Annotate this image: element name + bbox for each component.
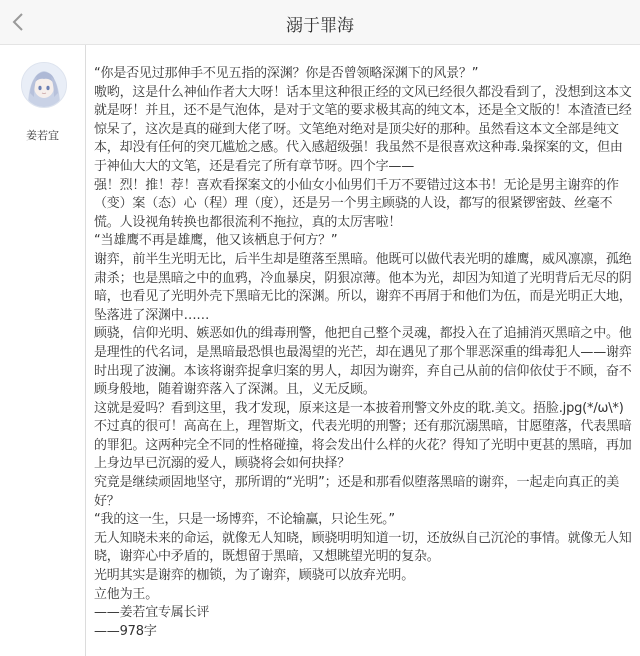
top-nav-bar	[0, 0, 640, 45]
review-word-count: ——978字	[94, 623, 157, 639]
review-paragraph: 立他为王。	[94, 586, 159, 602]
review-paragraph: “我的这一生，只是一场博弈，不论输赢，只论生死。”	[94, 512, 395, 528]
review-paragraph: 强！烈！推！荐！喜欢看探案文的小仙女小仙男们千万不要错过这本书！无论是男主谢弈的作（变）案（态）心（程）理（度），还是另一个男主顾骁的人设，都写的很紧锣密鼓、丝毫不慌。人设视角转换也都很流利不拖拉，真的太厉害啦！	[94, 177, 619, 230]
anime-girl-avatar-icon	[22, 63, 66, 107]
review-paragraph: 这就是爱吗？看到这里，我才发现，原来这是一本披着刑警文外皮的耽.美文。捂脸.jpg(*/ω\*)不过真的很可！高高在上，理智斯文，代表光明的刑警；还有那沉溺黑暗，甘愿堕落，代表黑暗的罪犯。这两种完全不同的性格碰撞，将会发出什么样的火花？得知了光明中更甚的黑暗，再加上身边早已沉溺的爱人，顾骁将会如何抉择？	[94, 400, 632, 472]
review-paragraph: 嗷哟，这是什么神仙作者大大呀！话本里这种很正经的文风已经很久都没看到了，没想到这本文就是呀！并且，还不是气泡体，是对于文笔的要求极其高的纯文本，还是全文版的！本渣渣已经惊呆了，这次是真的碰到大佬了呀。文笔绝对绝对是顶尖好的那种。虽然看这本文全部是纯文本，却没有任何的突兀尴尬之感。代入感超级强！我虽然不是很喜欢这种毒.枭探案的文，但由于神仙大大的文笔，还是看完了所有章节呀。四个字——	[94, 84, 632, 174]
author-name: 姜若宜	[26, 129, 59, 142]
review-paragraph: 谢弈，前半生光明无比，后半生却是堕落至黑暗。他既可以做代表光明的雄鹰，威风凛凛，孤绝肃杀；也是黑暗之中的血鸦，冷血暴戾，阴狠凉薄。他本为光，却因为知道了光明背后无尽的阴暗，也看见了光明外壳下黑暗无比的深渊。所以，谢弈不再屑于和他们为伍，而是光明正大地，坠落进了深渊中……	[94, 251, 632, 323]
review-paragraph: 光明其实是谢弈的枷锁，为了谢弈，顾骁可以放弃光明。	[94, 568, 415, 584]
review-paragraph: 究竟是继续顽固地坚守，那所谓的“光明”；还是和那看似堕落黑暗的谢弈，一起走向真正的美好？	[94, 475, 620, 509]
author-sidebar	[0, 45, 85, 656]
review-content	[85, 45, 635, 656]
review-paragraph: “你是否见过那伸手不见五指的深渊？你是否曾领略深渊下的风景？”	[94, 66, 479, 81]
review-paragraph: 无人知晓未来的命运，就像无人知晓，顾骁明明知道一切，还放纵自己沉沦的事情。就像无人知晓，谢弈心中矛盾的，既想留于黑暗，又想眺望光明的复杂。	[94, 530, 632, 565]
review-paragraph: 顾骁，信仰光明、嫉恶如仇的缉毒刑警，他把自己整个灵魂，都投入在了追捕消灭黑暗之中。他是理性的代名词，是黑暗最恐惧也最渴望的光芒，却在遇见了那个罪恶深重的缉毒犯人——谢弈时出现了波澜。本该将谢弈捉拿归案的男人，却因为谢弈，弃自己从前的信仰依仗于不顾，奋不顾身般地，随着谢弈落入了深渊。且，义无反顾。	[94, 326, 632, 398]
page-title: 溺于罪海	[286, 16, 354, 36]
avatar[interactable]	[21, 62, 67, 108]
review-signature: ——姜若宜专属长评	[94, 605, 210, 621]
review-paragraph: “当雄鹰不再是雄鹰，他又该栖息于何方？”	[94, 233, 338, 249]
